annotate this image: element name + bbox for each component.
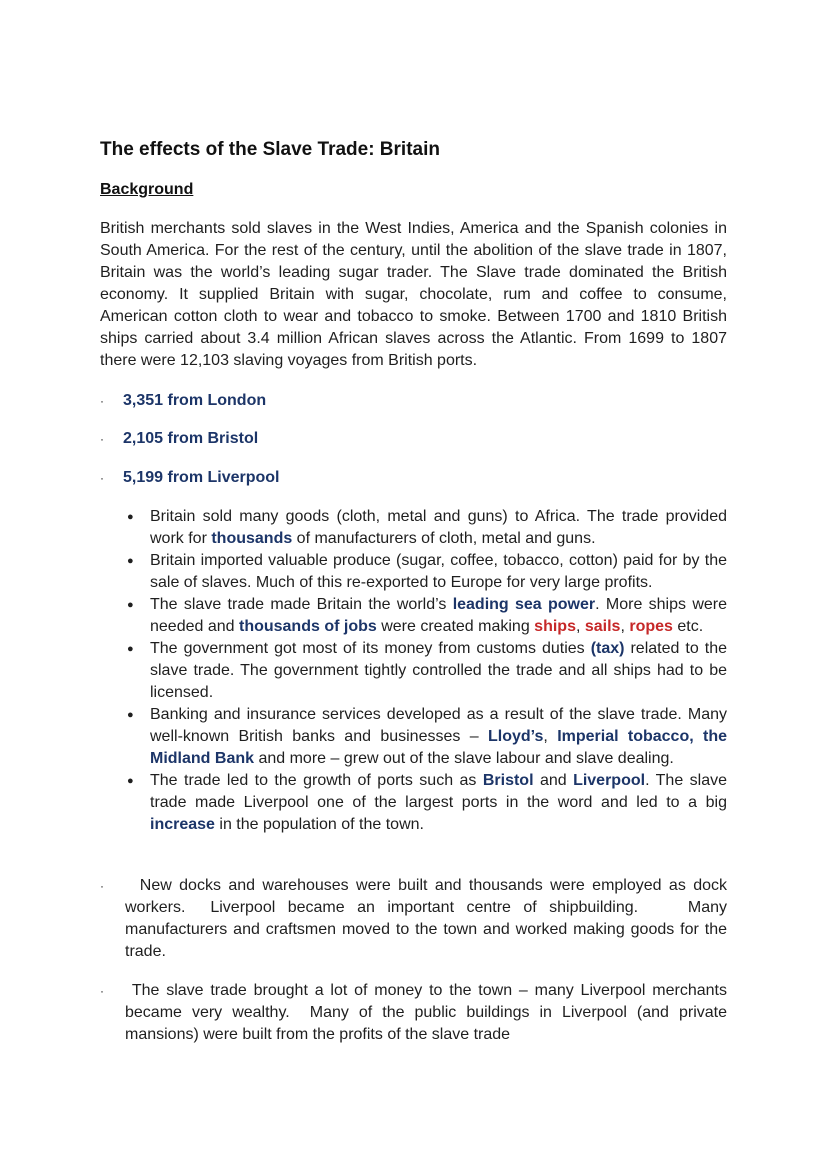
bullet-text: Banking and insurance services developed as a result of the slave trade. Many well-known British banks and businesses – [150,706,727,745]
bullet-text: , [543,728,558,745]
stat-bristol: 2,105 from Bristol [123,430,259,447]
bullet-text: of manufacturers of cloth, metal and guns. [292,530,596,547]
highlighted-text: Imperial tobacco, the Midland Bank [150,728,728,767]
bullet-text: and [533,772,574,789]
bullet-text: The government got most of its money from customs duties [150,640,591,657]
highlighted-text: Liverpool [573,772,646,789]
bullet-text: . More ships were needed and [150,596,728,635]
effects-list [127,506,727,836]
bullet-text: and more – grew out of the slave labour and slave dealing. [254,750,674,767]
effect-bullet-item [127,704,727,770]
bullet-text: The trade led to the growth of ports such as [150,772,483,789]
bullet-dot: · [100,879,104,893]
section-heading: Background [100,181,194,198]
bullet-text: Britain imported valuable produce (sugar, coffee, tobacco, cotton) paid for by the sale of slaves. Much of this re-exported to Europe for very large profits. [150,552,727,591]
bullet-text: in the population of the town. [214,816,424,833]
effect-bullet-item [127,506,727,550]
closing-paragraph [100,875,732,963]
bullet-text: Britain sold many goods (cloth, metal and guns) to Africa. The trade provided work for [150,508,727,547]
bullet-text: , [575,618,585,635]
highlighted-text: sails [584,618,621,635]
highlighted-text: leading sea power [452,596,596,613]
bullet-text: The slave trade made Britain the world’s [150,596,453,613]
stat-liverpool: 5,199 from Liverpool [123,469,280,486]
closing-paragraph [100,980,732,1046]
stat-london: 3,351 from London [123,392,267,409]
highlighted-text: thousands of jobs [238,618,377,635]
closing-text: The slave trade brought a lot of money to the town – many Liverpool merchants became very wealthy. Many of the public buildings in Liverpool (and private mansions) were built from the profits of the slave trade [125,982,732,1043]
highlighted-text: thousands [211,530,293,547]
effect-bullet-item [127,638,727,704]
effect-bullet-item [127,550,727,594]
effect-bullet-item [127,594,727,638]
highlighted-text: ropes [629,618,673,635]
effect-bullet-item [127,770,727,836]
bullet-dot: · [100,471,104,485]
highlighted-text: Lloyd’s [487,728,544,745]
bullet-text: etc. [672,618,704,635]
highlighted-text: (tax) [590,640,625,657]
page-title: The effects of the Slave Trade: Britain [100,139,440,160]
bullet-dot: · [100,984,104,998]
closing-text: New docks and warehouses were built and thousands were employed as dock workers. Liverpool became an important centre of shipbuilding. Many manufacturers and craftsmen moved to the town and worked making goods for the trade. [125,877,732,960]
bullet-text: , [620,618,630,635]
highlighted-text: increase [150,816,215,833]
intro-paragraph: British merchants sold slaves in the West Indies, America and the Spanish colonies in South America. For the rest of the century, until the abolition of the slave trade in 1807, Britain was the world’s leading sugar trader. The Slave trade dominated the British economy. It supplied Britain with sugar, chocolate, rum and coffee to consume, American cotton cloth to wear and tobacco to smoke. Between 1700 and 1810 British ships carried about 3.4 million African slaves across the Atlantic. From 1699 to 1807 there were 12,103 slaving voyages from British ports. [100,220,727,369]
bullet-text: were created making [376,618,535,635]
bullet-dot: · [100,394,104,408]
bullet-dot: · [100,432,104,446]
highlighted-text: ships [534,618,576,635]
bullet-text: related to the slave trade. The government tightly controlled the trade and all ships had to be licensed. [150,640,727,701]
highlighted-text: Bristol [482,772,534,789]
bullet-text: . The slave trade made Liverpool one of the largest ports in the word and led to a big [150,772,728,811]
